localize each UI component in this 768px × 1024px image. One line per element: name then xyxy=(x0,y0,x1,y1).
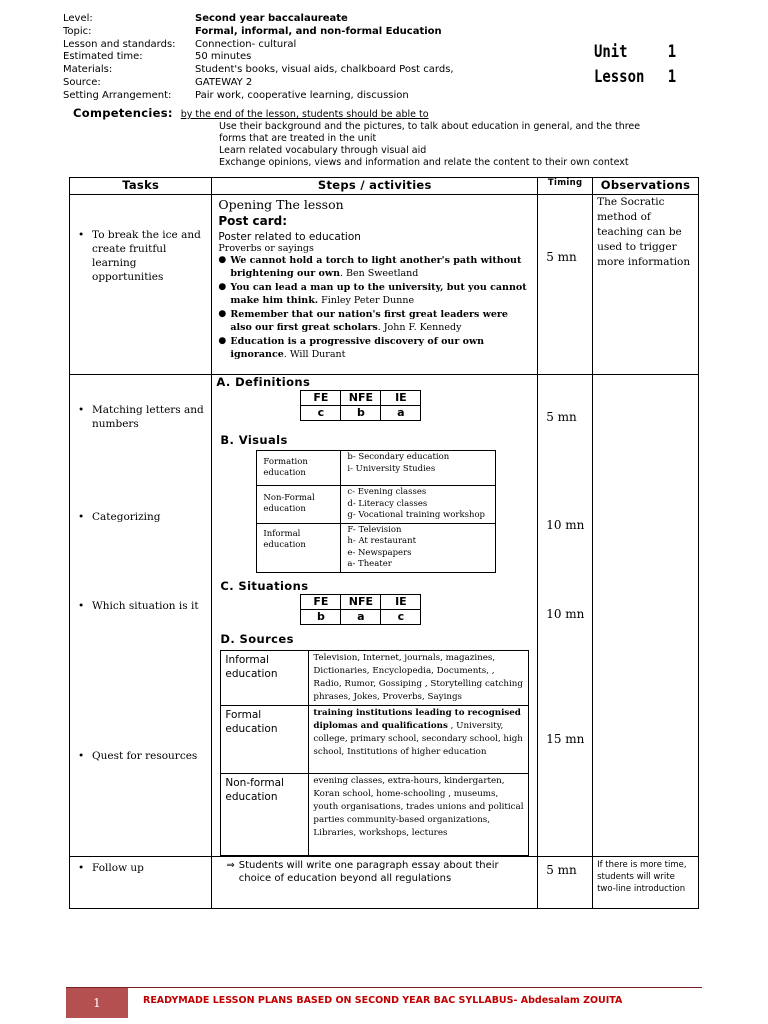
visuals-label: Non-Formal education xyxy=(257,486,341,524)
observation-text: If there is more time, students will write two-line introduction xyxy=(597,859,687,894)
task-cell xyxy=(70,375,212,857)
opening-title: Opening The lesson xyxy=(218,197,344,212)
task-item: • Which situation is it xyxy=(78,600,199,612)
table-row xyxy=(70,375,699,857)
task-item: • Matching letters and numbers xyxy=(78,403,206,431)
situations-value: c xyxy=(381,609,421,624)
poster-text: Poster related to education xyxy=(218,231,361,243)
visuals-row xyxy=(257,486,496,524)
timing-value: 10 mn xyxy=(546,518,585,532)
situations-table xyxy=(300,594,421,625)
timing-value: 5 mn xyxy=(546,410,577,424)
header-row xyxy=(63,64,483,77)
task-text: To break the ice and create fruitful learning opportunities xyxy=(92,229,201,283)
header-row xyxy=(63,77,483,90)
competency-item: Learn related vocabulary through visual aid xyxy=(219,145,427,156)
header-row xyxy=(63,90,483,103)
visuals-label: Formation education xyxy=(257,451,341,486)
proverbs-text: Proverbs or sayings xyxy=(218,243,314,254)
follow-up-text: Students will write one paragraph essay about their choice of education beyond all regulations xyxy=(238,859,499,884)
competencies-list xyxy=(219,121,640,169)
lesson-label: Lesson xyxy=(594,67,645,87)
task-text: Matching letters and numbers xyxy=(92,404,204,430)
definitions-header: FE xyxy=(301,391,341,406)
visuals-item: g- Vocational training workshop xyxy=(347,510,486,520)
visuals-row xyxy=(257,523,496,572)
task-item: • Quest for resources xyxy=(78,750,198,762)
visuals-item: h- At restaurant xyxy=(347,536,416,546)
header-value: GATEWAY 2 xyxy=(195,76,253,88)
sources-bold: training institutions leading to recognised diplomas and qualifications xyxy=(313,707,521,731)
sources-row xyxy=(221,650,529,705)
header-label: Lesson and standards: xyxy=(63,38,176,50)
task-item: • To break the ice and create fruitful learning opportunities xyxy=(78,228,206,284)
table-header-row xyxy=(70,178,699,195)
header-value: Student's books, visual aids, chalkboard Post cards, xyxy=(195,64,454,76)
timing-value: 15 mn xyxy=(546,732,585,746)
sources-text: evening classes, extra-hours, kindergarten, Koran school, home-schooling , museums, youth organisations, trades unions and political parties community-based organizations, Libraries, workshops, lectures xyxy=(313,775,524,838)
competency-item: Use their background and the pictures, to talk about education in general, and the three xyxy=(219,121,641,132)
quote-author: . Will Durant xyxy=(283,349,346,360)
steps-cell xyxy=(212,195,538,375)
quote-item: ● We cannot hold a torch to light another's path without brightening our own. Ben Sweetland xyxy=(218,255,522,279)
situations-header: NFE xyxy=(341,594,381,609)
task-item: • Follow up xyxy=(78,861,144,874)
task-text: Which situation is it xyxy=(92,600,199,612)
header-steps: Steps / activities xyxy=(212,178,538,195)
visuals-item: F- Television xyxy=(347,524,402,535)
definitions-table xyxy=(300,390,421,421)
situations-header: IE xyxy=(381,594,421,609)
timing-cell xyxy=(538,195,593,375)
definitions-value: b xyxy=(341,406,381,421)
sources-label: Non-formal education xyxy=(221,773,309,855)
header-label: Level: xyxy=(63,13,93,24)
postcard-title: Post card: xyxy=(218,214,288,228)
sources-title: D. Sources xyxy=(220,631,294,646)
visuals-item: d- Literacy classes xyxy=(347,498,428,509)
competency-item: Exchange opinions, views and information and relate the content to their own context xyxy=(219,157,629,168)
timing-value: 5 mn xyxy=(546,862,577,877)
timing-cell xyxy=(538,856,593,908)
header-label: Topic: xyxy=(63,25,92,37)
task-cell xyxy=(70,195,212,375)
timing-cell xyxy=(538,375,593,857)
sources-table xyxy=(220,650,529,856)
visuals-title: B. Visuals xyxy=(220,433,288,447)
timing-value: 10 mn xyxy=(546,607,585,621)
task-text: Categorizing xyxy=(92,511,161,523)
lesson-header xyxy=(63,13,483,103)
header-value: 50 minutes xyxy=(195,51,252,63)
visuals-item: b- Secondary education xyxy=(347,452,450,462)
quote-item: ● You can lead a man up to the university, but you cannot make him think. Finley Peter Dunne xyxy=(218,282,527,306)
visuals-label: Informal education xyxy=(257,523,341,572)
visuals-item: e- Newspapers xyxy=(347,547,412,558)
quote-text: We cannot hold a torch to light another's path without brightening our own xyxy=(230,255,522,279)
task-text: Quest for resources xyxy=(92,750,198,762)
situations-value: b xyxy=(301,609,341,624)
page-footer xyxy=(66,987,702,1017)
task-cell xyxy=(70,856,212,908)
definitions-value: a xyxy=(381,406,421,421)
quote-item: ● Remember that our nation's first great leaders were also our first great scholars. John F. Kennedy xyxy=(218,309,508,333)
header-label: Materials: xyxy=(63,64,113,76)
task-text: Follow up xyxy=(92,861,144,874)
quote-author: . Ben Sweetland xyxy=(339,268,419,279)
unit-label: Unit xyxy=(594,42,628,62)
steps-cell xyxy=(212,856,538,908)
quote-text: Remember that our nation's first great leaders were also our first great scholars xyxy=(230,309,508,333)
follow-up xyxy=(212,857,537,885)
competencies-intro: by the end of the lesson, students should be able to xyxy=(180,109,429,120)
page-number: 1 xyxy=(66,988,128,1018)
sources-row xyxy=(221,705,529,773)
visuals-row xyxy=(257,451,496,486)
visuals-item: c- Evening classes xyxy=(347,487,427,497)
table-row xyxy=(70,856,699,908)
definitions-header: IE xyxy=(381,391,421,406)
header-value: Second year baccalaureate xyxy=(195,13,348,24)
sources-label: Formal education xyxy=(221,705,309,773)
competencies-title: Competencies: xyxy=(73,106,173,120)
unit-value: 1 xyxy=(667,42,677,62)
header-row xyxy=(63,13,483,26)
situations-value: a xyxy=(341,609,381,624)
lesson-table xyxy=(69,177,699,909)
quote-item: ● Education is a progressive discovery of our own ignorance. Will Durant xyxy=(218,336,485,360)
sources-text: Television, Internet, journals, magazines, Dictionaries, Encyclopedia, Documents, , Radio, Rumor, Gossiping , Storytelling catching phrases, Jokes, Proverbs, Sayings xyxy=(313,652,523,702)
table-row xyxy=(70,195,699,375)
header-row xyxy=(63,51,483,64)
quote-author: Finley Peter Dunne xyxy=(318,295,415,306)
header-label: Estimated time: xyxy=(63,51,143,63)
quote-text: You can lead a man up to the university, but you cannot make him think. xyxy=(230,282,527,306)
lesson-value: 1 xyxy=(667,67,677,87)
unit-lesson-box xyxy=(594,40,676,90)
header-timing: Timing xyxy=(538,178,593,195)
quotes-list xyxy=(218,254,531,361)
definitions-header: NFE xyxy=(341,391,381,406)
header-label: Setting Arrangement: xyxy=(63,89,172,101)
arrow-right-icon: ⇒ xyxy=(226,859,235,871)
quote-author: . John F. Kennedy xyxy=(377,322,462,333)
task-item: • Categorizing xyxy=(78,511,161,523)
header-observations: Observations xyxy=(593,178,699,195)
visuals-item: a- Theater xyxy=(347,559,392,569)
definitions-title: A. Definitions xyxy=(216,375,311,389)
visuals-table xyxy=(256,450,496,573)
competencies xyxy=(73,107,640,169)
visuals-item: i- University Studies xyxy=(347,463,436,474)
observation-cell xyxy=(593,375,699,857)
sources-row xyxy=(221,773,529,855)
quote-text: Education is a progressive discovery of our own ignorance xyxy=(230,336,485,360)
header-label: Source: xyxy=(63,76,101,88)
header-tasks: Tasks xyxy=(70,178,212,195)
sources-label: Informal education xyxy=(221,650,309,705)
observation-cell xyxy=(593,195,699,375)
header-row xyxy=(63,26,483,39)
situations-header: FE xyxy=(301,594,341,609)
footer-text: READYMADE LESSON PLANS BASED ON SECOND YEAR BAC SYLLABUS- Abdesalam ZOUITA xyxy=(143,995,623,1006)
definitions-value: c xyxy=(301,406,341,421)
sources-text: , University, college, primary school, secondary school, high school, Institutions of higher education xyxy=(313,720,523,757)
situations-title: C. Situations xyxy=(220,578,309,593)
observation-text: The Socratic method of teaching can be used to trigger more information xyxy=(597,196,691,268)
header-row xyxy=(63,39,483,52)
steps-cell xyxy=(212,375,538,857)
header-value: Connection- cultural xyxy=(195,38,297,50)
competency-item: forms that are treated in the unit xyxy=(219,133,377,144)
header-value: Pair work, cooperative learning, discussion xyxy=(195,89,409,101)
header-value: Formal, informal, and non-formal Education xyxy=(195,25,442,37)
observation-cell xyxy=(593,856,699,908)
timing-value: 5 mn xyxy=(546,250,577,264)
